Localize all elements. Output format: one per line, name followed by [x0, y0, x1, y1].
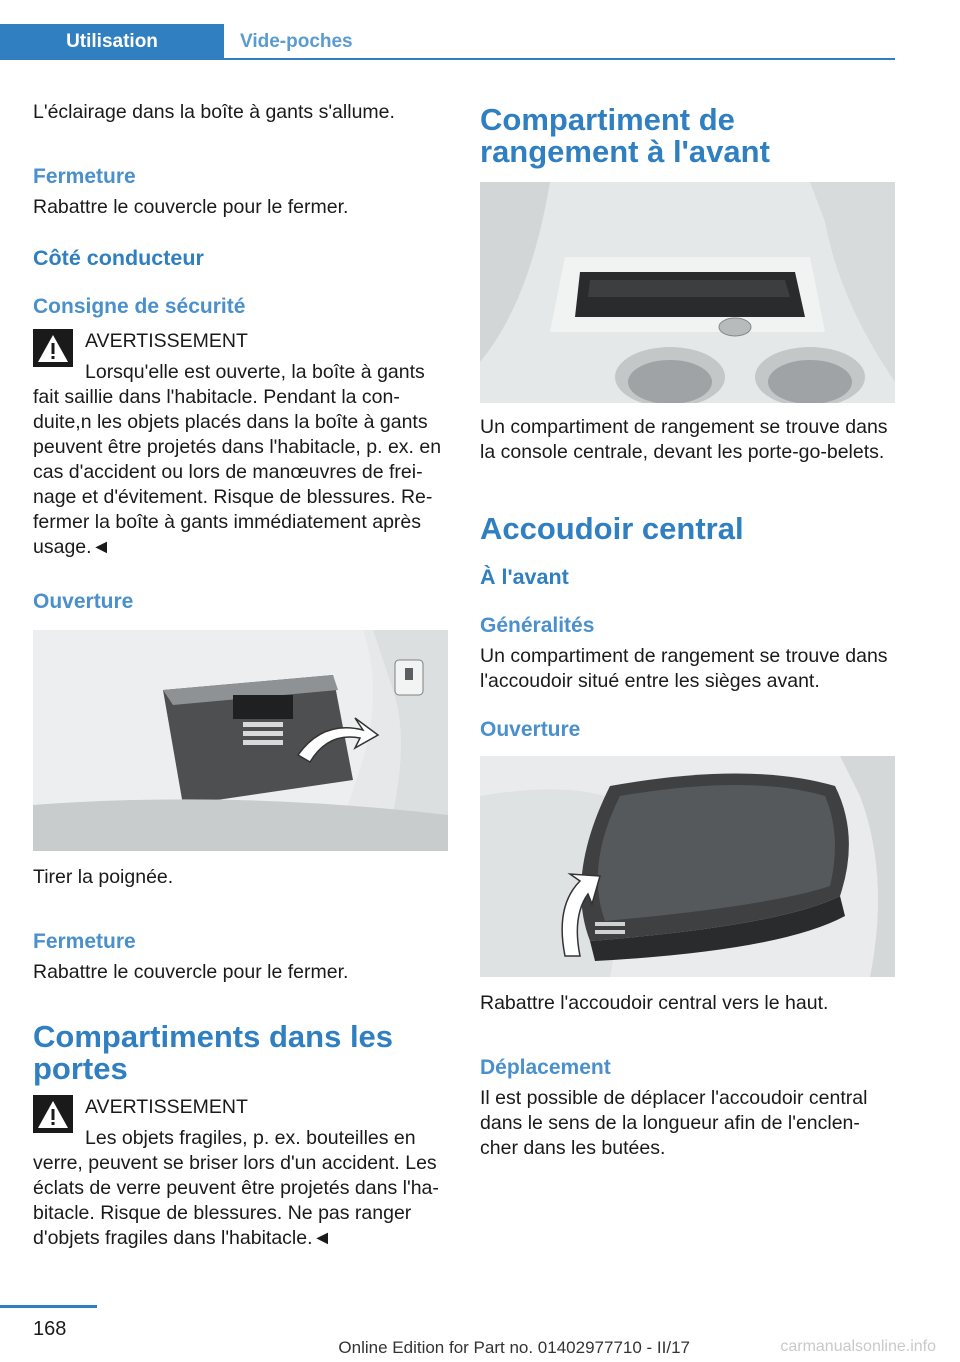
- heading-generalites: Généralités: [480, 614, 595, 637]
- fermeture-text: Rabattre le couvercle pour le fermer.: [33, 196, 349, 218]
- heading-consigne-securite: Consigne de sécurité: [33, 295, 246, 318]
- tab-utilisation[interactable]: Utilisation: [0, 24, 224, 60]
- edition-text: Online Edition for Part no. 01402977710 - II/17: [338, 1338, 690, 1357]
- fermeture-2-text: Rabattre le couvercle pour le fermer.: [33, 961, 349, 983]
- page-number: 168: [33, 1318, 67, 1340]
- footer-divider: [0, 1305, 97, 1308]
- header-tabbar: [0, 24, 895, 60]
- armrest-image: [480, 756, 895, 977]
- header-divider: [0, 58, 895, 60]
- armrest-illustration: [480, 756, 895, 977]
- glovebox-illustration: [33, 630, 448, 851]
- intro-text: L'éclairage dans la boîte à gants s'allume.: [33, 101, 395, 123]
- warning-block-glovebox: [33, 329, 448, 560]
- heading-ouverture-accoudoir: Ouverture: [480, 718, 581, 741]
- heading-compartiment-avant: Compartiment de rangement à l'avant: [480, 102, 770, 169]
- watermark: carmanualsonline.info: [780, 1338, 936, 1355]
- warning-text: Lorsqu'elle est ouverte, la boîte à gants fait saillie dans l'habitacle. Pendant la con-duite,n les objets placés dans la boîte à gants peuvent être projetés dans l'habitacle, p. ex. en cas d'accident ou lors de manœuvres de frei-nage et d'évitement. Risque de blessures. Re-fermer la boîte à gants immédiatement après usage.◄: [33, 361, 442, 558]
- deplacement-text: Il est possible de déplacer l'accoudoir central dans le sens de la longueur afin de l'enclen-cher dans les butées.: [480, 1087, 868, 1159]
- warning-triangle-icon: [33, 329, 73, 367]
- right-column: [480, 100, 895, 1161]
- heading-fermeture: Fermeture: [33, 165, 136, 188]
- heading-cote-conducteur: Côté conducteur: [33, 246, 204, 270]
- left-column: [33, 100, 448, 1251]
- warning-title-2: AVERTISSEMENT: [85, 1096, 248, 1118]
- heading-a-l-avant: À l'avant: [480, 565, 569, 589]
- compartiment-text: Un compartiment de rangement se trouve dans la console centrale, devant les porte-go-belets.: [480, 416, 888, 463]
- heading-fermeture-2: Fermeture: [33, 930, 136, 953]
- warning-title: AVERTISSEMENT: [85, 330, 248, 352]
- tirer-text: Tirer la poignée.: [33, 866, 174, 888]
- heading-accoudoir-central: Accoudoir central: [480, 511, 744, 546]
- glovebox-image: [33, 630, 448, 851]
- console-storage-image: [480, 182, 895, 403]
- rabattre-text: Rabattre l'accoudoir central vers le haut.: [480, 992, 829, 1014]
- warning-text-2: Les objets fragiles, p. ex. bouteilles en verre, peuvent se briser lors d'un accident. Les éclats de verre peuvent être projetés dans l'ha-bitacle. Risque de blessures. Ne pas ranger d'objets fragiles dans l'habitacle.◄: [33, 1127, 439, 1249]
- warning-triangle-icon: [33, 1095, 73, 1133]
- heading-ouverture: Ouverture: [33, 590, 134, 613]
- tab-vide-poches[interactable]: Vide-poches: [240, 31, 353, 52]
- heading-deplacement: Déplacement: [480, 1056, 611, 1079]
- console-illustration: [480, 182, 895, 403]
- warning-block-doors: [33, 1095, 448, 1251]
- heading-compartiments-portes: Compartiments dans les portes: [33, 1019, 394, 1086]
- generalites-text: Un compartiment de rangement se trouve dans l'accoudoir situé entre les sièges avant.: [480, 645, 888, 692]
